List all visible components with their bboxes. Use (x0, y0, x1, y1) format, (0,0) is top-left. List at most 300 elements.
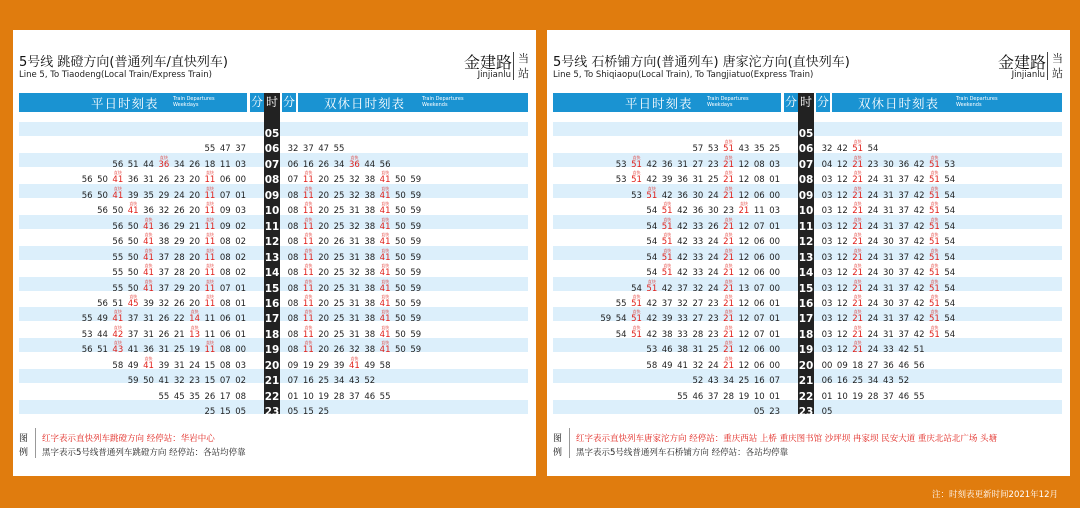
minute-value: 32 (158, 206, 170, 217)
minute-value: 03 (821, 283, 833, 294)
minute-value: 41 (379, 237, 391, 248)
local-departure-minute (751, 204, 767, 219)
minute-value: 15 (204, 360, 216, 371)
express-tag: 直快 (350, 154, 359, 160)
minute-value: 03 (235, 206, 247, 217)
minute-value: 55 (204, 144, 216, 155)
minute-value: 28 (333, 391, 345, 402)
weekday-header-en-line1: Train Departures (707, 96, 749, 102)
express-tag: 直快 (663, 216, 672, 222)
hour-label: 19 (264, 344, 280, 357)
local-departure-minute (675, 282, 691, 297)
minute-value: 08 (287, 190, 299, 201)
minute-value: 37 (898, 237, 910, 248)
minute-value: 20 (189, 252, 200, 263)
minute-value: 36 (677, 175, 688, 186)
minute-value: 02 (235, 237, 247, 248)
minute-value: 23 (707, 329, 719, 340)
minute-value: 50 (395, 175, 406, 186)
hour-label: 15 (264, 282, 280, 295)
local-departure-minute (233, 189, 249, 204)
minute-value: 59 (410, 283, 422, 294)
minute-value: 42 (677, 221, 688, 232)
minute-value: 54 (631, 283, 642, 294)
minute-value: 42 (677, 268, 688, 279)
local-departure-minute (690, 297, 706, 312)
express-tag: 直快 (632, 309, 641, 315)
local-departure-minute (751, 328, 767, 343)
minute-value: 56 (112, 221, 124, 232)
minute-value: 11 (302, 283, 314, 294)
local-departure-minute (896, 266, 912, 281)
minute-value: 59 (410, 206, 422, 217)
minute-value: 56 (81, 345, 93, 356)
minute-value: 12 (738, 345, 750, 356)
minute-value: 39 (661, 314, 673, 325)
local-departure-minute (171, 390, 187, 405)
minute-value: 37 (707, 391, 719, 402)
minute-value: 21 (852, 268, 864, 279)
express-tag: 直快 (350, 355, 359, 361)
legend-local: 黑字表示5号线普通列车石桥铺方向 经停站：各站均停靠 (576, 448, 789, 458)
minute-value: 50 (127, 237, 139, 248)
local-departure-minute (767, 142, 783, 157)
local-departure-minute (767, 251, 783, 266)
local-departure-minute (346, 390, 362, 405)
local-departure-minute (217, 374, 233, 389)
minute-value: 12 (836, 329, 848, 340)
minute-value: 50 (97, 190, 108, 201)
minute-value: 02 (235, 268, 247, 279)
minute-value: 38 (364, 237, 376, 248)
minute-value: 46 (364, 391, 376, 402)
minute-value: 07 (753, 314, 765, 325)
minute-value: 41 (379, 206, 391, 217)
express-tag: 直快 (632, 293, 641, 299)
express-tag: 直快 (205, 170, 214, 176)
minute-value: 27 (867, 360, 879, 371)
minute-value: 38 (364, 221, 376, 232)
minute-value: 11 (204, 237, 216, 248)
local-departure-minute (300, 359, 316, 374)
express-departure-minute (346, 154, 362, 173)
local-departure-minute (316, 374, 332, 389)
local-departure-minute (331, 297, 347, 312)
minute-value: 41 (158, 376, 170, 387)
minute-value: 13 (189, 329, 200, 340)
minute-value: 20 (318, 175, 330, 186)
minute-value: 33 (882, 345, 894, 356)
station-divider (1047, 52, 1048, 80)
minute-value: 25 (707, 345, 719, 356)
minute-value: 51 (661, 206, 673, 217)
minute-value: 26 (318, 159, 330, 170)
minute-value: 56 (97, 298, 108, 309)
local-departure-minute (202, 390, 218, 405)
weekend-header-en (422, 96, 464, 108)
minute-value: 35 (189, 391, 200, 402)
local-departure-minute (819, 220, 835, 235)
express-tag: 直快 (205, 293, 214, 299)
minute-value: 01 (769, 314, 781, 325)
minute-value: 09 (219, 206, 231, 217)
local-departure-minute (217, 142, 233, 157)
minute-value: 11 (204, 252, 216, 263)
express-tag: 直快 (930, 247, 939, 253)
minute-value: 18 (852, 360, 864, 371)
minute-value: 28 (173, 252, 185, 263)
local-departure-minute (300, 390, 316, 405)
local-departure-minute (233, 312, 249, 327)
minute-value: 47 (219, 144, 231, 155)
local-departure-minute (316, 390, 332, 405)
local-departure-minute (187, 374, 203, 389)
local-departure-minute (171, 158, 187, 173)
hour-label: 23 (264, 406, 280, 419)
hour-label: 07 (264, 158, 280, 171)
express-tag: 直快 (381, 278, 390, 284)
express-tag: 直快 (930, 278, 939, 284)
hour-header: 时 (265, 95, 278, 109)
minute-value: 28 (723, 391, 734, 402)
local-departure-minute (865, 390, 881, 405)
express-tag: 直快 (853, 247, 862, 253)
local-departure-minute (911, 328, 927, 343)
minute-value: 12 (836, 159, 848, 170)
local-departure-minute (767, 158, 783, 173)
direction-subtitle: Line 5, To Shiqiaopu(Local Train), To Tangjiatuo(Express Train) (553, 70, 814, 80)
minute-value: 51 (929, 298, 940, 309)
minute-value: 20 (189, 237, 200, 248)
minute-value: 41 (379, 314, 391, 325)
minute-value: 03 (821, 298, 833, 309)
minute-value: 31 (677, 159, 688, 170)
minute-value: 25 (318, 376, 330, 387)
local-departure-minute (346, 235, 362, 250)
local-departure-minute (736, 374, 752, 389)
minute-value: 10 (302, 391, 314, 402)
minute-value: 53 (707, 144, 719, 155)
minute-value: 12 (738, 175, 750, 186)
direction-subtitle: Line 5, To Tiaodeng(Local Train/Express Train) (19, 70, 212, 80)
express-departure-minute (850, 340, 866, 358)
express-tag: 直快 (144, 216, 153, 222)
minute-value: 32 (692, 360, 704, 371)
minute-value: 25 (333, 206, 345, 217)
local-departure-minute (880, 328, 896, 343)
minute-value: 15 (219, 407, 231, 418)
local-departure-minute (880, 158, 896, 173)
local-departure-minute (331, 158, 347, 173)
local-departure-minute (767, 359, 783, 374)
minute-value: 51 (661, 221, 673, 232)
minute-value: 06 (219, 314, 231, 325)
local-departure-minute (346, 204, 362, 219)
minute-value: 51 (852, 144, 864, 155)
express-tag: 直快 (304, 201, 313, 207)
minute-value: 32 (348, 345, 360, 356)
minute-value: 54 (944, 283, 956, 294)
local-departure-minute (141, 158, 157, 173)
station-name: 金建路 (997, 53, 1046, 72)
minute-value: 50 (112, 206, 124, 217)
local-departure-minute (110, 204, 126, 219)
weekday-header (553, 93, 781, 112)
local-departure-minute (316, 359, 332, 374)
minute-value: 16 (302, 159, 314, 170)
local-departure-minute (156, 173, 172, 188)
express-departure-minute (300, 340, 316, 358)
local-departure-minute (880, 297, 896, 312)
minute-value: 11 (204, 329, 216, 340)
minute-value: 20 (189, 175, 200, 186)
minute-value: 26 (189, 159, 200, 170)
local-departure-minute (598, 312, 614, 327)
minute-value: 25 (333, 329, 345, 340)
local-departure-minute (285, 405, 301, 420)
minute-value: 55 (158, 391, 170, 402)
express-tag: 直快 (304, 278, 313, 284)
weekend-header-title: 双休日时刻表 (858, 96, 940, 111)
express-tag: 直快 (930, 201, 939, 207)
minute-value: 31 (882, 206, 894, 217)
express-tag: 直快 (129, 201, 138, 207)
local-departure-minute (156, 359, 172, 374)
local-departure-minute (819, 266, 835, 281)
minute-value: 20 (318, 345, 330, 356)
current-station-label: 当站 (1052, 52, 1063, 80)
local-departure-minute (767, 282, 783, 297)
minute-value: 22 (173, 314, 185, 325)
local-departure-minute (675, 359, 691, 374)
express-tag: 直快 (853, 139, 862, 145)
minute-value: 37 (898, 268, 910, 279)
local-departure-minute (751, 374, 767, 389)
express-tag: 直快 (724, 185, 733, 191)
minute-value: 41 (143, 237, 154, 248)
minute-value: 21 (173, 329, 185, 340)
local-departure-minute (675, 266, 691, 281)
minute-value: 20 (318, 221, 330, 232)
weekend-header (832, 93, 1062, 112)
minute-value: 36 (677, 190, 688, 201)
minute-value: 00 (769, 268, 781, 279)
legend-local: 黑字表示5号线普通列车跳磴方向 经停站：各站均停靠 (42, 448, 246, 458)
minute-value: 26 (333, 345, 345, 356)
local-departure-minute (911, 390, 927, 405)
local-departure-minute (141, 312, 157, 327)
minute-value: 54 (944, 237, 956, 248)
minute-value: 25 (738, 376, 750, 387)
minute-value: 55 (913, 391, 925, 402)
minute-value: 01 (769, 391, 781, 402)
minute-header-left: 分 (250, 93, 264, 112)
minute-value: 25 (333, 175, 345, 186)
minute-value: 36 (348, 159, 360, 170)
minute-value: 38 (364, 206, 376, 217)
local-departure-minute (911, 343, 927, 358)
minute-value: 08 (287, 252, 299, 263)
weekend-header (298, 93, 528, 112)
express-tag: 直快 (205, 232, 214, 238)
minute-value: 54 (615, 329, 627, 340)
minute-value: 51 (929, 252, 940, 263)
minute-value: 27 (692, 314, 704, 325)
express-tag: 直快 (724, 216, 733, 222)
local-departure-minute (346, 266, 362, 281)
local-departure-minute (202, 359, 218, 374)
minute-value: 25 (318, 407, 330, 418)
minute-value: 41 (143, 360, 154, 371)
minute-value: 59 (410, 329, 422, 340)
local-departure-minute (331, 220, 347, 235)
minute-value: 31 (882, 221, 894, 232)
local-departure-minute (705, 189, 721, 204)
minute-value: 06 (753, 360, 765, 371)
minute-value: 06 (753, 190, 765, 201)
minute-value: 29 (158, 190, 170, 201)
local-departure-minute (408, 266, 424, 281)
minute-value: 01 (235, 298, 247, 309)
express-tag: 直快 (113, 309, 122, 315)
minute-value: 42 (913, 221, 925, 232)
minute-value: 50 (127, 283, 139, 294)
express-tag: 直快 (853, 232, 862, 238)
express-tag: 直快 (381, 293, 390, 299)
minute-value: 11 (302, 190, 314, 201)
local-departure-minute (767, 266, 783, 281)
minute-value: 42 (913, 206, 925, 217)
local-departure-minute (95, 189, 111, 204)
local-departure-minute (880, 173, 896, 188)
minute-value: 37 (898, 314, 910, 325)
local-departure-minute (79, 173, 95, 188)
local-departure-minute (690, 142, 706, 157)
hour-label: 17 (798, 313, 814, 326)
minute-value: 50 (395, 237, 406, 248)
local-departure-minute (880, 374, 896, 389)
minute-value: 36 (898, 159, 910, 170)
minute-value: 24 (867, 190, 879, 201)
minute-value: 53 (81, 329, 93, 340)
local-departure-minute (767, 374, 783, 389)
hour-label: 08 (798, 174, 814, 187)
weekday-header-en-line1: Train Departures (173, 96, 215, 102)
minute-value: 19 (738, 391, 750, 402)
minute-value: 51 (631, 159, 642, 170)
minute-value: 32 (348, 175, 360, 186)
minute-value: 43 (738, 144, 750, 155)
local-departure-minute (767, 328, 783, 343)
minute-value: 16 (753, 376, 765, 387)
update-footnote: 注：时刻表更新时间2021年12月 (932, 490, 1058, 500)
local-departure-minute (942, 328, 958, 343)
legend-express: 红字表示直快列车唐家沱方向 经停站：重庆西站 上桥 重庆图书馆 沙坪坝 冉家坝 民安大道 重庆北站北广场 头塘 (576, 434, 998, 444)
minute-value: 55 (379, 391, 391, 402)
local-departure-minute (819, 282, 835, 297)
local-departure-minute (316, 343, 332, 358)
local-departure-minute (171, 282, 187, 297)
minute-value: 59 (410, 252, 422, 263)
weekday-header-en-line2: Weekdays (173, 102, 199, 108)
local-departure-minute (300, 142, 316, 157)
local-departure-minute (346, 328, 362, 343)
minute-value: 24 (707, 252, 719, 263)
express-departure-minute (110, 340, 126, 358)
minute-value: 12 (836, 175, 848, 186)
minute-value: 21 (723, 360, 734, 371)
minute-value: 51 (723, 144, 734, 155)
minute-value: 07 (219, 283, 231, 294)
minute-value: 58 (379, 360, 391, 371)
minute-value: 11 (302, 237, 314, 248)
minute-value: 05 (753, 407, 765, 418)
minute-value: 51 (631, 175, 642, 186)
minute-value: 33 (692, 252, 704, 263)
local-departure-minute (767, 189, 783, 204)
minute-value: 31 (348, 283, 360, 294)
local-departure-minute (331, 189, 347, 204)
station-divider (513, 52, 514, 80)
local-departure-minute (202, 405, 218, 420)
minute-value: 03 (821, 329, 833, 340)
express-tag: 直快 (159, 154, 168, 160)
minute-value: 54 (646, 206, 658, 217)
local-departure-minute (896, 297, 912, 312)
minute-value: 37 (158, 252, 170, 263)
local-departure-minute (819, 189, 835, 204)
minute-value: 24 (707, 268, 719, 279)
local-departure-minute (675, 328, 691, 343)
minute-value: 19 (852, 391, 864, 402)
minute-value: 51 (929, 221, 940, 232)
local-departure-minute (690, 251, 706, 266)
minute-value: 31 (882, 329, 894, 340)
minute-value: 41 (379, 175, 391, 186)
minute-value: 32 (348, 268, 360, 279)
local-departure-minute (233, 405, 249, 420)
express-tag: 直快 (930, 170, 939, 176)
express-tag: 直快 (144, 278, 153, 284)
hour-label: 18 (264, 328, 280, 341)
minute-value: 26 (158, 175, 170, 186)
hour-label: 21 (798, 375, 814, 388)
local-departure-minute (408, 220, 424, 235)
minute-value: 11 (204, 190, 216, 201)
minute-value: 25 (333, 268, 345, 279)
local-departure-minute (141, 374, 157, 389)
minute-value: 21 (723, 329, 734, 340)
express-tag: 直快 (381, 324, 390, 330)
express-tag: 直快 (739, 201, 748, 207)
local-departure-minute (644, 359, 660, 374)
local-departure-minute (331, 282, 347, 297)
local-departure-minute (736, 390, 752, 405)
local-departure-minute (850, 374, 866, 389)
legend-divider (569, 428, 570, 458)
minute-value: 42 (661, 283, 673, 294)
minute-value: 56 (379, 159, 391, 170)
local-departure-minute (751, 297, 767, 312)
minute-value: 54 (646, 221, 658, 232)
local-departure-minute (751, 235, 767, 250)
minute-value: 42 (913, 329, 925, 340)
minute-value: 07 (219, 376, 231, 387)
local-departure-minute (834, 359, 850, 374)
minute-value: 59 (127, 376, 139, 387)
local-departure-minute (819, 374, 835, 389)
local-departure-minute (217, 359, 233, 374)
